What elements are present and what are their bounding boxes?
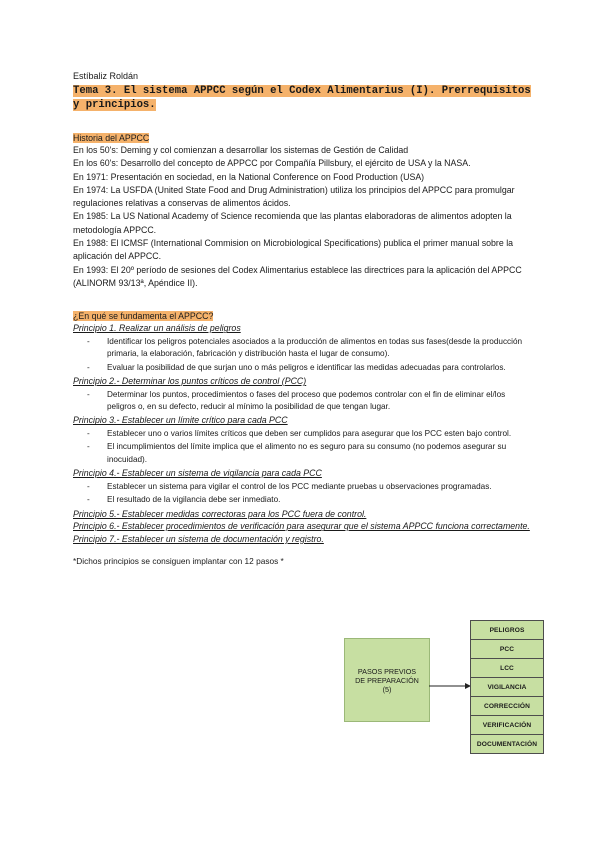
step-vigilancia: VIGILANCIA (470, 678, 544, 697)
principle-steps-column (470, 620, 544, 754)
step-pcc: PCC (470, 640, 544, 659)
principle-2-list (73, 389, 533, 414)
history-line: En los 60's: Desarrollo del concepto de APPCC por Compañía Pillsbury, el ejército de USA y la NASA. (73, 158, 471, 169)
list-item: - El incumplimientos del límite implica que el alimento no es seguro para su consumo (no podemos asegurar su inocuidad). (95, 441, 533, 466)
list-item: - Determinar los puntos, procedimientos o fases del proceso que podemos controlar con el fin de eliminar el/los peligros o, en su defecto, reducir al mínimo la posibilidad de que tengan lugar. (95, 389, 533, 414)
list-item: - Establecer un sistema para vigilar el control de los PCC mediante pruebas u observaciones programadas. (95, 481, 533, 493)
history-line: En 1993: El 20º período de sesiones del Codex Alimentarius establece las directrices para la aplicación del APPCC (ALINORM 93/13ª, Apéndice II). (73, 264, 522, 288)
history-heading (73, 132, 533, 144)
history-line: En 1974: La USFDA (United State Food and Drug Administration) utiliza los principios del APPCC para promulgar regulaciones relativas a conservas de alimentos ácidos. (73, 184, 515, 209)
principles-heading (73, 310, 533, 322)
list-item: - Establecer uno o varios límites críticos que deben ser cumplidos para asegurar que los PCC esten bajo control. (95, 428, 533, 440)
principle-3-list (73, 428, 533, 466)
list-item: - Evaluar la posibilidad de que surjan uno o más peligros e identificar las medidas adecuadas para controlarlos. (95, 362, 533, 374)
prev-line-3: (5) (382, 684, 392, 694)
history-line: En 1985: La US National Academy of Science recomienda que las plantas elaboradoras de alimentos adopten la metodología APPCC. (73, 211, 512, 235)
step-verificacion: VERIFICACIÓN (470, 716, 544, 735)
document-page (73, 70, 533, 576)
principles-heading-text: ¿En qué se fundamenta el APPCC? (73, 311, 214, 322)
history-line: En 1988: El ICMSF (International Commision on Microbiological Specifications) publica el primer manual sobre la aplicación del APPCC. (73, 238, 514, 262)
principle-3-title: Principio 3.- Establecer un límite crítico para cada PCC (73, 415, 288, 426)
history-line: En los 50's: Deming y col comienzan a desarrollar los sistemas de Gestión de Calidad (73, 145, 409, 155)
steps-note: *Dichos principios se consiguen implantar con 12 pasos * (73, 556, 284, 567)
step-peligros: PELIGROS (470, 620, 544, 640)
prev-line-2: DE PREPARACIÓN (355, 675, 419, 685)
principle-6-title: Principio 6.- Establecer procedimientos de verificación para asegurar que el sistema APPCC funciona correctamente. (73, 521, 530, 532)
principle-5-title: Principio 5.- Establecer medidas correctoras para los PCC fuera de control. (73, 508, 367, 519)
principle-4-title: Principio 4.- Establecer un sistema de vigilancia para cada PCC (73, 468, 322, 479)
principle-1-title: Principio 1. Realizar un análisis de peligros (73, 323, 241, 334)
arrow-icon (429, 682, 471, 690)
list-item: - El resultado de la vigilancia debe ser inmediato. (95, 494, 533, 506)
history-heading-text: Historia del APPCC (73, 133, 150, 143)
preparation-steps-box (344, 638, 430, 722)
principle-2-title: Principio 2.- Determinar los puntos críticos de control (PCC) (73, 376, 307, 387)
title-text: Tema 3. El sistema APPCC según el Codex Alimentarius (I). Prerrequisitos y principios. (73, 85, 531, 111)
list-item: - Identificar los peligros potenciales asociados a la producción de alimentos en todas sus fases(desde la producción primaria, la elaboración, fabricación y distribución hasta el lugar de consumo). (95, 336, 533, 361)
step-lcc: LCC (470, 659, 544, 678)
step-documentacion: DOCUMENTACIÓN (470, 735, 544, 754)
document-title (73, 84, 533, 112)
step-correccion: CORRECCIÓN (470, 697, 544, 716)
principle-1-list (73, 336, 533, 374)
principle-4-list (73, 481, 533, 507)
history-line: En 1971: Presentación en sociedad, en la National Conference on Food Production (USA) (73, 171, 425, 182)
principle-7-title: Principio 7.- Establecer un sistema de documentación y registro. (73, 533, 324, 544)
appcc-steps-diagram (344, 620, 554, 750)
prev-line-1: PASOS PREVIOS (357, 666, 417, 676)
author-name: Estíbaliz Roldán (73, 71, 139, 81)
